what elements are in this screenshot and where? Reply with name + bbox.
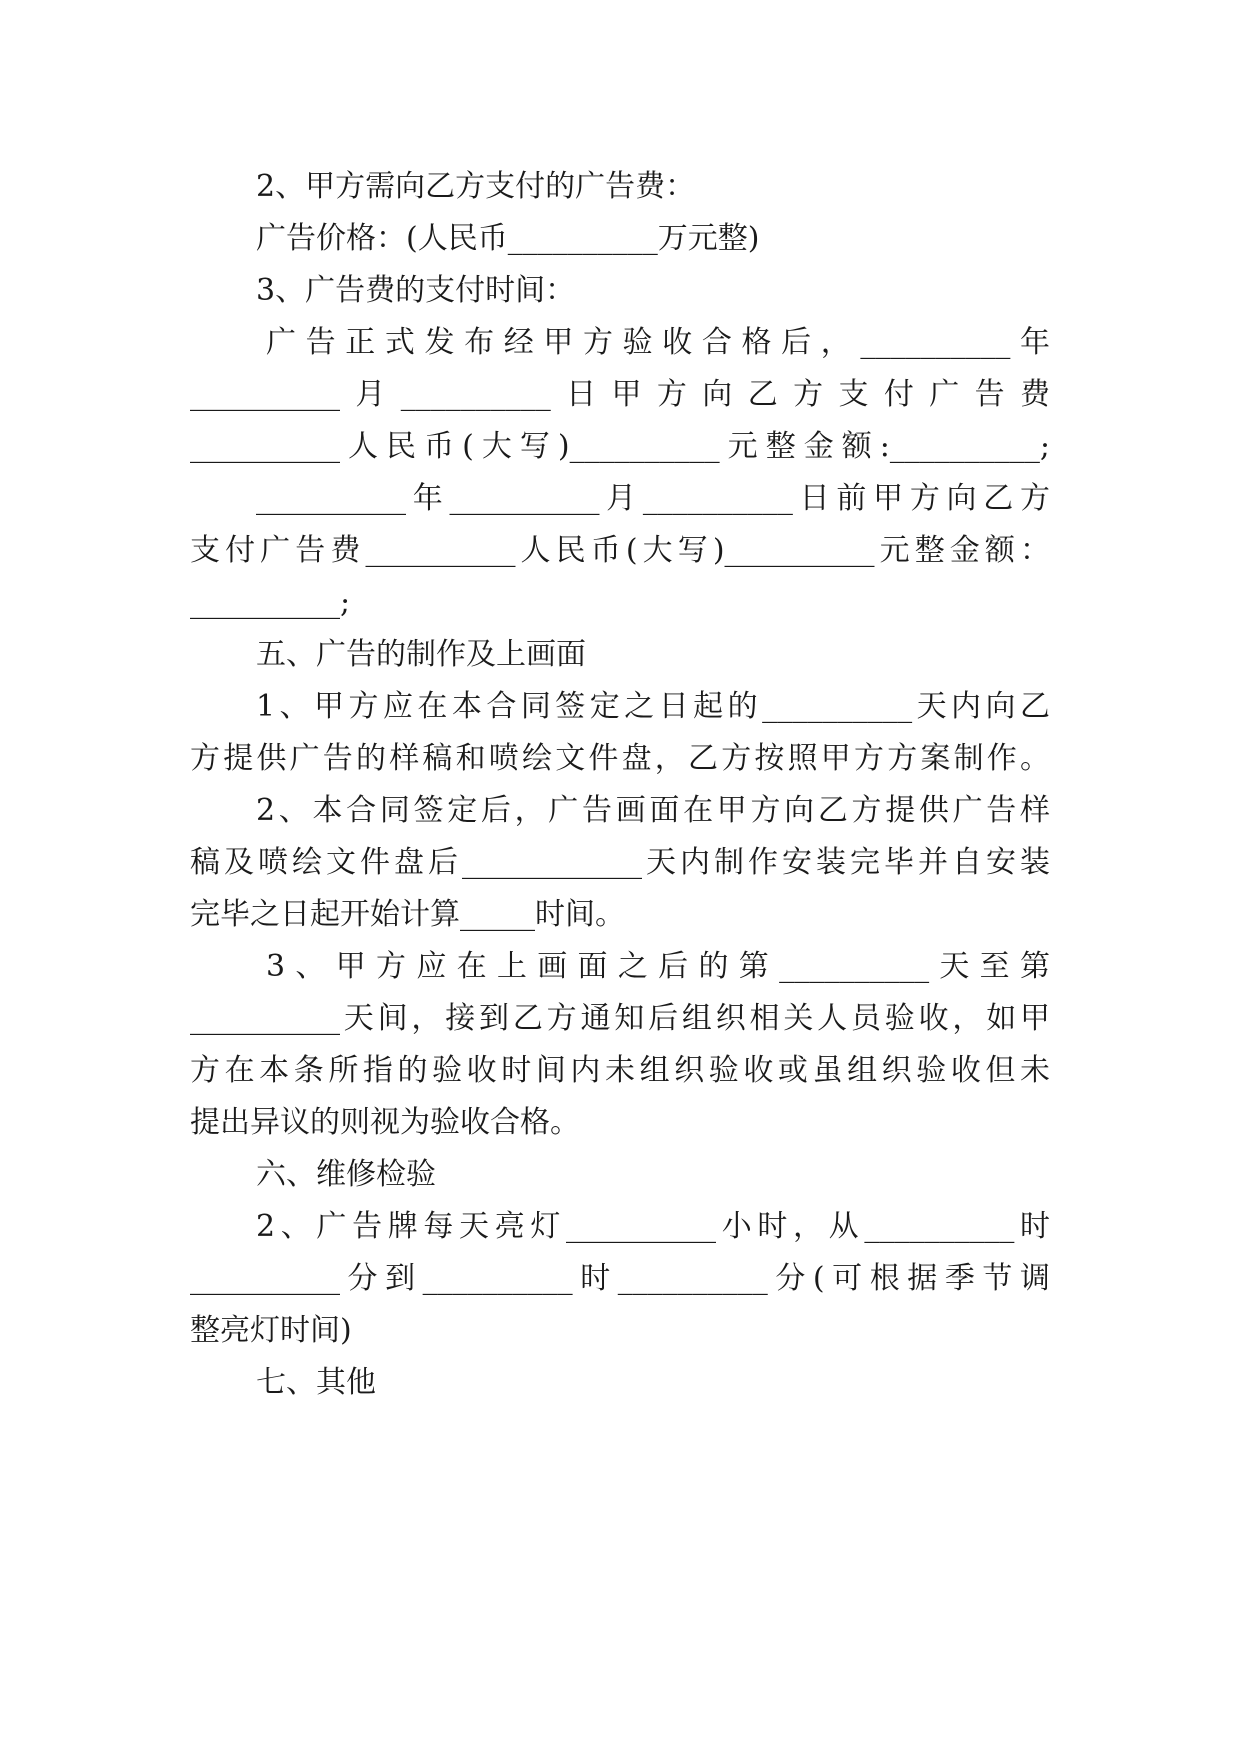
text-line: 2、甲方需向乙方支付的广告费： bbox=[256, 169, 696, 204]
text-line: 1、甲方应在本合同签定之日起的__________天内向乙 bbox=[256, 689, 1050, 724]
text-line: 支付广告费__________人民币(大写)__________元整金额： bbox=[190, 533, 1050, 568]
text-line: 广告正式发布经甲方验收合格后，__________年 bbox=[266, 325, 1050, 360]
text-line: __________月__________日甲方向乙方支付广告费 bbox=[190, 377, 1050, 412]
text-line: __________分到__________时__________分(可根据季节调 bbox=[190, 1261, 1050, 1296]
section-heading: 七、其他 bbox=[256, 1365, 376, 1400]
text-line: 稿及喷绘文件盘后____________天内制作安装完毕并自安装 bbox=[190, 845, 1050, 880]
text-line: 3、甲方应在上画面之后的第__________天至第 bbox=[266, 949, 1050, 984]
text-line: __________天间，接到乙方通知后组织相关人员验收，如甲 bbox=[190, 1001, 1050, 1036]
text-line: 2、广告牌每天亮灯__________小时，从__________时 bbox=[256, 1209, 1050, 1244]
text-line: __________; bbox=[190, 585, 351, 620]
text-line: __________人民币(大写)__________元整金额:__________; bbox=[190, 429, 1050, 464]
section-heading: 六、维修检验 bbox=[256, 1157, 436, 1192]
text-line: 3、广告费的支付时间： bbox=[256, 273, 576, 308]
text-line: __________年__________月__________日前甲方向乙方 bbox=[256, 481, 1050, 516]
section-heading: 五、广告的制作及上画面 bbox=[256, 637, 586, 672]
text-line: 方在本条所指的验收时间内未组织验收或虽组织验收但未 bbox=[190, 1053, 1050, 1088]
text-line: 整亮灯时间) bbox=[190, 1313, 352, 1348]
text-line: 广告价格：(人民币__________万元整) bbox=[256, 221, 760, 256]
text-line: 方提供广告的样稿和喷绘文件盘，乙方按照甲方方案制作。 bbox=[190, 741, 1050, 776]
text-line: 2、本合同签定后，广告画面在甲方向乙方提供广告样 bbox=[256, 793, 1050, 828]
text-line: 提出异议的则视为验收合格。 bbox=[190, 1105, 580, 1140]
text-line: 完毕之日起开始计算_____时间。 bbox=[190, 897, 625, 932]
